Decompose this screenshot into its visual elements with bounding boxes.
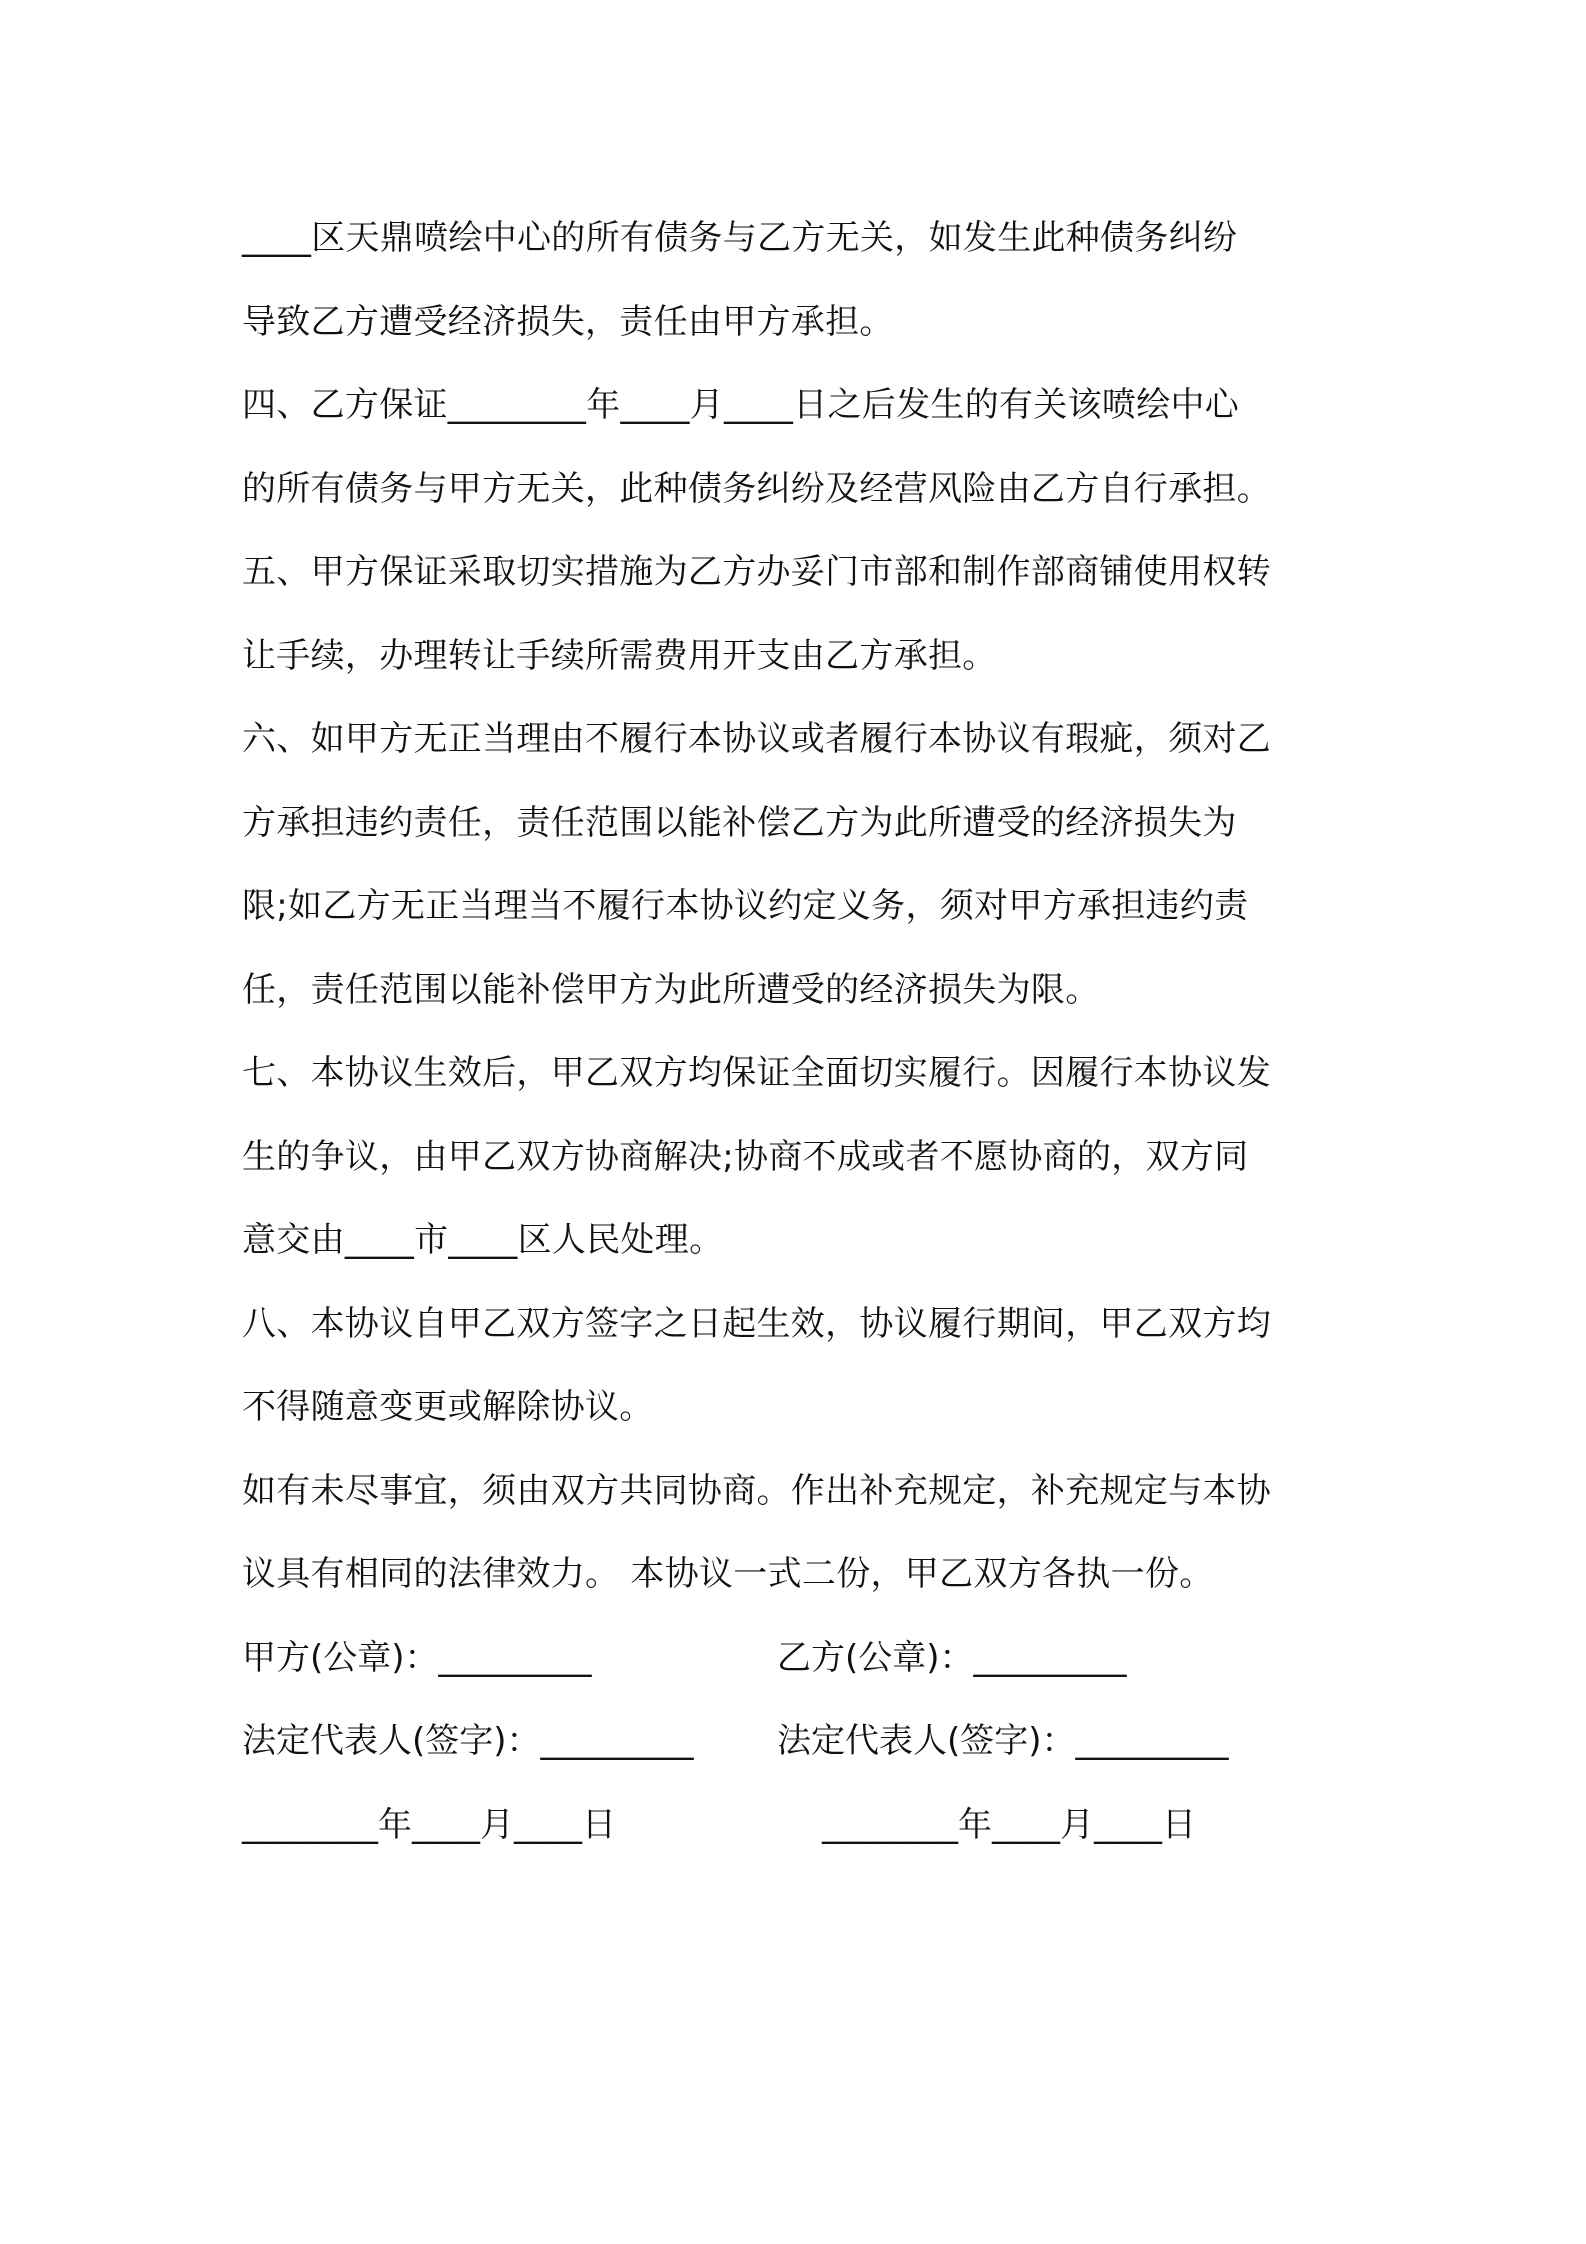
clause-5-line: 五、甲方保证采取切实措施为乙方办妥门市部和制作部商铺使用权转 <box>242 552 1271 592</box>
text-line: 任，责任范围以能补偿甲方为此所遭受的经济损失为限。 <box>242 969 1100 1010</box>
party-b-date: ________年____月____日 <box>822 1804 1196 1845</box>
party-a-representative: 法定代表人(签字)：_________ <box>242 1721 694 1761</box>
clause-4-line: 四、乙方保证________年____月____日之后发生的有关该喷绘中心 <box>242 385 1240 425</box>
party-a-date: ________年____月____日 <box>242 1804 616 1845</box>
date-row <box>242 1784 1357 1868</box>
party-a-seal: 甲方(公章)：_________ <box>242 1637 592 1678</box>
text-line: 的所有债务与甲方无关，此种债务纠纷及经营风险由乙方自行承担。 <box>242 468 1271 509</box>
document-body <box>242 197 1357 1867</box>
party-b-seal: 乙方(公章)：_________ <box>777 1637 1127 1678</box>
text-line: 议具有相同的法律效力。 本协议一式二份，甲乙双方各执一份。 <box>242 1554 1214 1594</box>
text-line: 方承担违约责任，责任范围以能补偿乙方为此所遭受的经济损失为 <box>242 802 1237 843</box>
supplement-line: 如有未尽事宜，须由双方共同协商。作出补充规定，补充规定与本协 <box>242 1470 1271 1511</box>
clause-6-line: 六、如甲方无正当理由不履行本协议或者履行本协议有瑕疵，须对乙 <box>242 719 1271 759</box>
text-line: 让手续，办理转让手续所需费用开支由乙方承担。 <box>242 635 997 676</box>
text-line: 导致乙方遭受经济损失，责任由甲方承担。 <box>242 301 894 342</box>
text-line: 生的争议，由甲乙双方协商解决;协商不成或者不愿协商的，双方同 <box>242 1136 1249 1177</box>
representative-row <box>242 1700 1357 1784</box>
text-line: ____区天鼎喷绘中心的所有债务与乙方无关，如发生此种债务纠纷 <box>242 218 1238 258</box>
party-b-representative: 法定代表人(签字)：_________ <box>777 1721 1229 1761</box>
seal-row <box>242 1617 1357 1701</box>
clause-7-line: 七、本协议生效后，甲乙双方均保证全面切实履行。因履行本协议发 <box>242 1053 1271 1093</box>
text-line: 限;如乙方无正当理当不履行本协议约定义务，须对甲方承担违约责 <box>242 886 1249 926</box>
text-line: 不得随意变更或解除协议。 <box>242 1387 654 1427</box>
clause-8-line: 八、本协议自甲乙双方签字之日起生效，协议履行期间，甲乙双方均 <box>242 1303 1271 1344</box>
text-line: 意交由____市____区人民处理。 <box>242 1220 724 1260</box>
